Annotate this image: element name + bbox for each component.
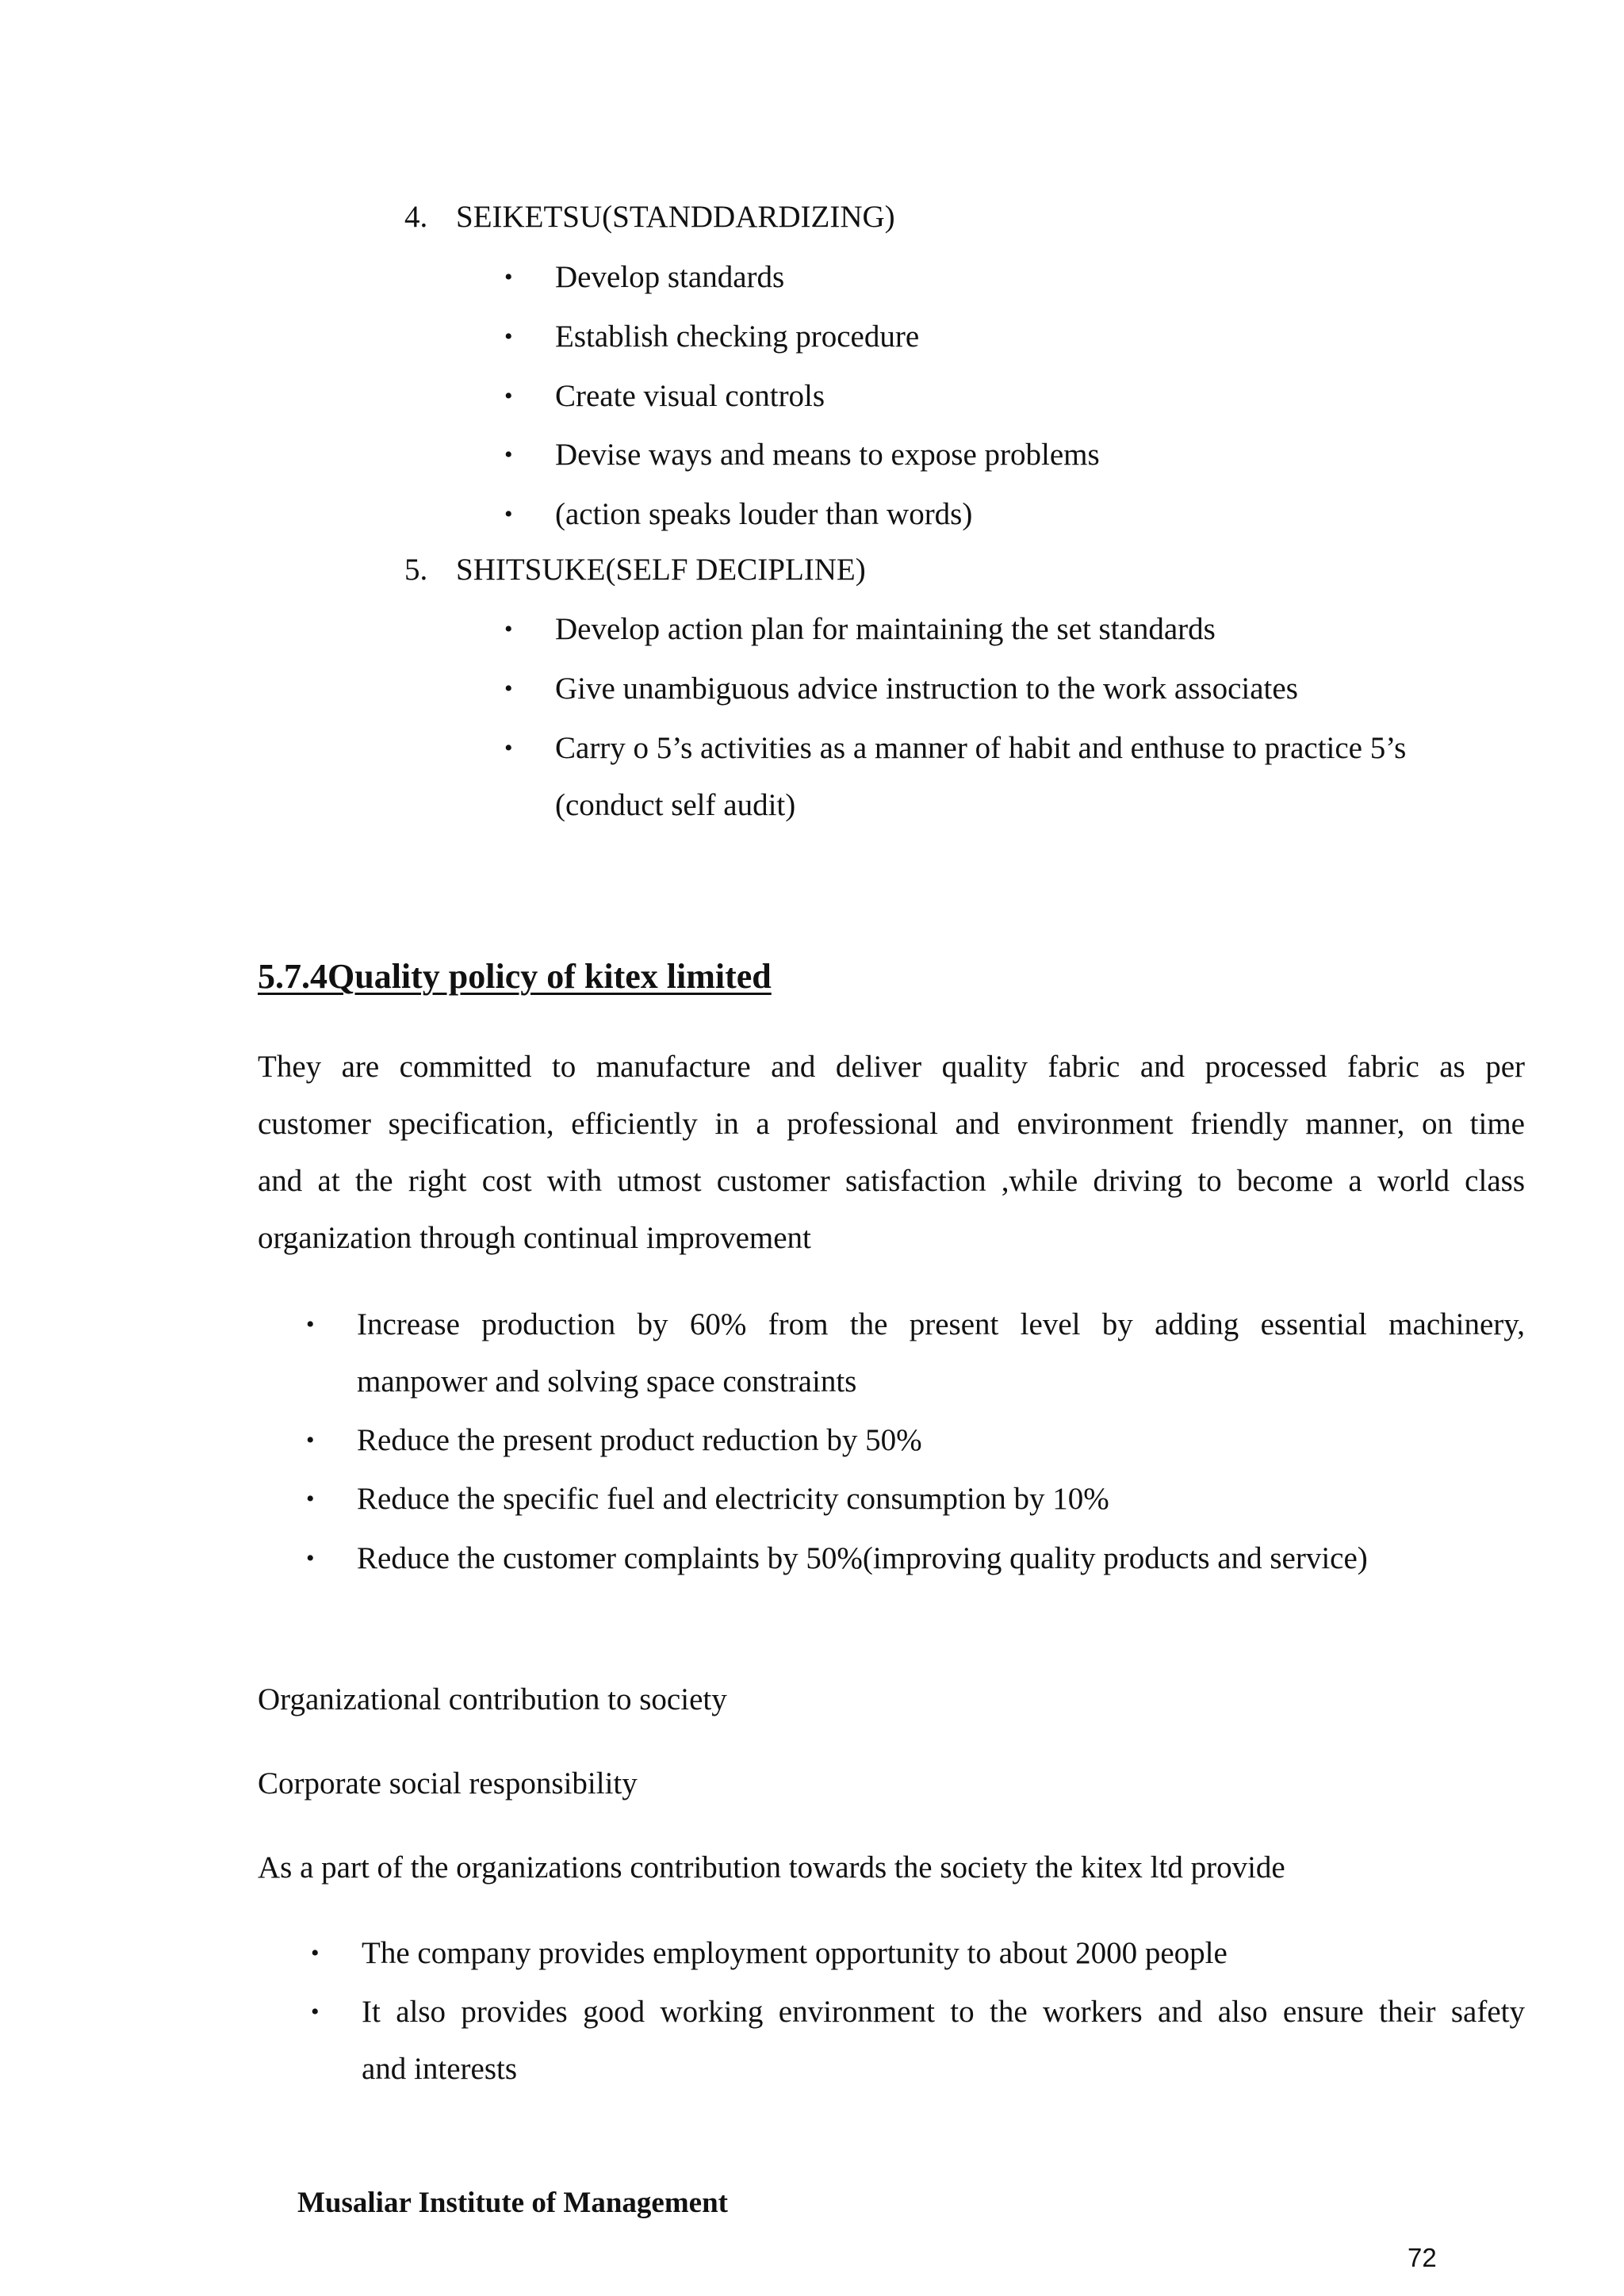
bullet-dot: • bbox=[306, 1545, 315, 1571]
footer-institute: Musaliar Institute of Management bbox=[297, 2187, 728, 2219]
csr-heading: Corporate social responsibility bbox=[258, 1766, 638, 1800]
bullet-dot: • bbox=[504, 675, 513, 702]
list-item: Reduce the present product reduction by 50% bbox=[357, 1423, 922, 1457]
section-4-number: 4. bbox=[404, 200, 428, 234]
section-5-title: SHITSUKE(SELF DECIPLINE) bbox=[456, 553, 866, 587]
list-item-continuation: (conduct self audit) bbox=[555, 788, 796, 822]
bullet-dot: • bbox=[504, 264, 513, 290]
list-item: Develop standards bbox=[555, 260, 785, 294]
bullet-dot: • bbox=[504, 383, 513, 409]
bullet-dot: • bbox=[306, 1427, 315, 1453]
list-item: It also provides good working environment to the workers and also ensure their safety bbox=[362, 1995, 1525, 2029]
list-item-continuation: and interests bbox=[362, 2052, 518, 2086]
page-number: 72 bbox=[1408, 2243, 1437, 2272]
paragraph-line: and at the right cost with utmost customer satisfaction ,while driving to become a world class bbox=[258, 1164, 1525, 1198]
list-item: The company provides employment opportunity to about 2000 people bbox=[362, 1936, 1228, 1970]
bullet-dot: • bbox=[306, 1311, 315, 1337]
list-item: Carry o 5’s activities as a manner of habit and enthuse to practice 5’s bbox=[555, 731, 1407, 765]
paragraph-line: customer specification, efficiently in a professional and environment friendly manner, on time bbox=[258, 1107, 1525, 1141]
bullet-dot: • bbox=[504, 616, 513, 642]
society-heading: Organizational contribution to society bbox=[258, 1682, 727, 1716]
society-intro: As a part of the organizations contribution towards the society the kitex ltd provide bbox=[258, 1850, 1285, 1885]
list-item: Create visual controls bbox=[555, 379, 825, 413]
bullet-dot: • bbox=[504, 735, 513, 761]
bullet-dot: • bbox=[306, 1486, 315, 1512]
bullet-dot: • bbox=[504, 442, 513, 468]
section-heading: 5.7.4Quality policy of kitex limited bbox=[258, 957, 772, 996]
paragraph-line: They are committed to manufacture and deliver quality fabric and processed fabric as per bbox=[258, 1050, 1525, 1084]
list-item-continuation: manpower and solving space constraints bbox=[357, 1364, 857, 1399]
list-item: Give unambiguous advice instruction to the work associates bbox=[555, 672, 1298, 706]
bullet-dot: • bbox=[311, 1999, 320, 2025]
paragraph-line: organization through continual improvement bbox=[258, 1221, 811, 1255]
list-item: Increase production by 60% from the present level by adding essential machinery, bbox=[357, 1307, 1525, 1341]
section-4-title: SEIKETSU(STANDDARDIZING) bbox=[456, 200, 895, 234]
list-item: Reduce the specific fuel and electricity consumption by 10% bbox=[357, 1482, 1109, 1516]
bullet-dot: • bbox=[504, 323, 513, 350]
list-item: Devise ways and means to expose problems bbox=[555, 438, 1100, 472]
list-item: Reduce the customer complaints by 50%(improving quality products and service) bbox=[357, 1541, 1368, 1575]
list-item: Develop action plan for maintaining the set standards bbox=[555, 612, 1216, 646]
section-5-number: 5. bbox=[404, 553, 428, 587]
list-item: (action speaks louder than words) bbox=[555, 497, 973, 531]
bullet-dot: • bbox=[311, 1940, 320, 1966]
bullet-dot: • bbox=[504, 501, 513, 527]
list-item: Establish checking procedure bbox=[555, 320, 920, 354]
